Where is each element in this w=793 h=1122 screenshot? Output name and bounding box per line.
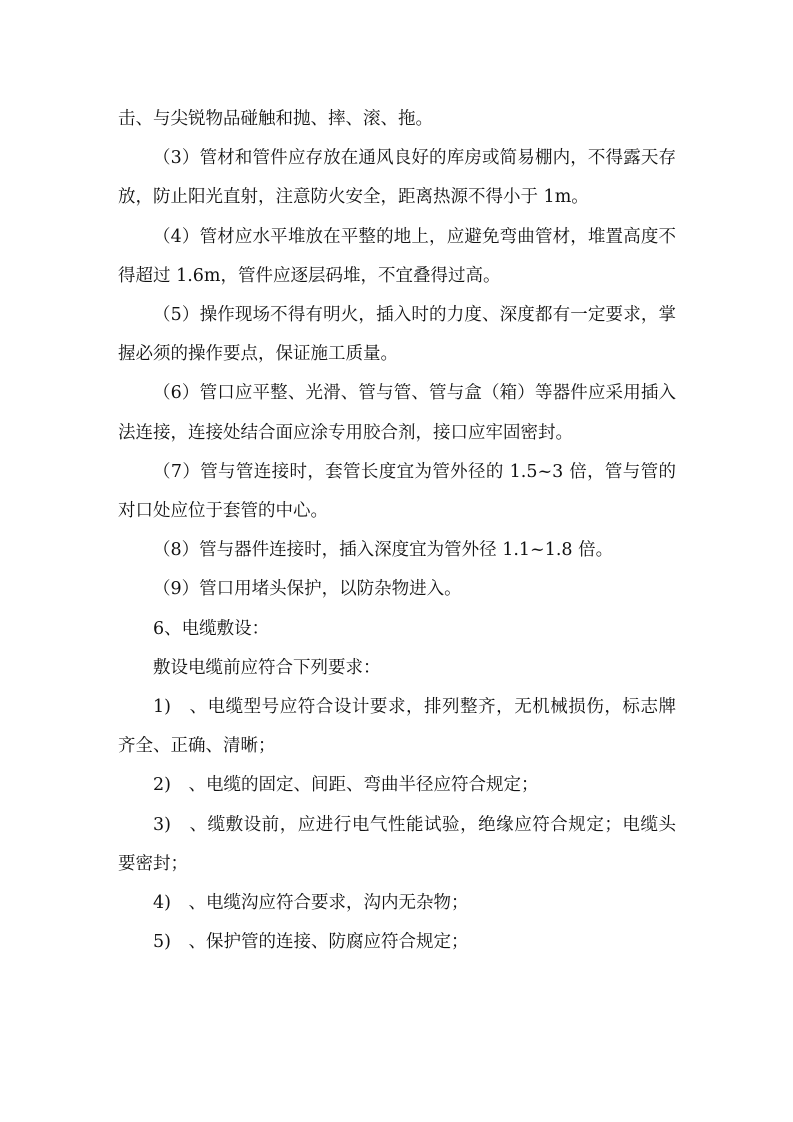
paragraph-item-6: （6）管口应平整、光滑、管与管、管与盒（箱）等器件应采用插入法连接，连接处结合面应涂专用胶合剂，接口应牢固密封。	[118, 383, 676, 443]
paragraph-item-8: （8）管与器件连接时，插入深度宜为管外径 1.1~1.8 倍。	[153, 540, 614, 561]
list-item-1: 1) 、电缆型号应符合设计要求，排列整齐，无机械损伤，标志牌齐全、正确、清晰；	[118, 697, 676, 757]
paragraph-item-7: （7）管与管连接时，套管长度宜为管外径的 1.5~3 倍，管与管的对口处应位于套管的中心。	[118, 461, 676, 522]
list-item-2: 2) 、电缆的固定、间距、弯曲半径应符合规定；	[153, 775, 539, 796]
paragraph-continuation: 击、与尖锐物品碰触和抛、摔、滚、拖。	[118, 109, 433, 129]
paragraph-item-5: （5）操作现场不得有明火，插入时的力度、深度都有一定要求，掌握必须的操作要点，保证施工质量。	[118, 305, 676, 365]
section-heading-cable-laying: 6、电缆敷设：	[153, 618, 270, 639]
list-item-5: 5) 、保护管的连接、防腐应符合规定；	[153, 932, 469, 953]
paragraph-item-4: （4）管材应水平堆放在平整的地上，应避免弯曲管材，堆置高度不得超过 1.6m，管件应逐层码堆，不宜叠得过高。	[118, 226, 676, 286]
list-item-3: 3) 、缆敷设前，应进行电气性能试验，绝缘应符合规定；电缆头要密封；	[118, 814, 676, 874]
paragraph-item-9: （9）管口用堵头保护，以防杂物进入。	[153, 579, 462, 600]
list-item-4: 4) 、电缆沟应符合要求，沟内无杂物；	[153, 893, 469, 914]
paragraph-requirements-intro: 敷设电缆前应符合下列要求：	[153, 657, 381, 678]
paragraph-item-3: （3）管材和管件应存放在通风良好的库房或简易棚内，不得露天存放，防止阳光直射，注意防火安全，距离热源不得小于 1m。	[118, 148, 676, 208]
document-page	[118, 100, 676, 962]
